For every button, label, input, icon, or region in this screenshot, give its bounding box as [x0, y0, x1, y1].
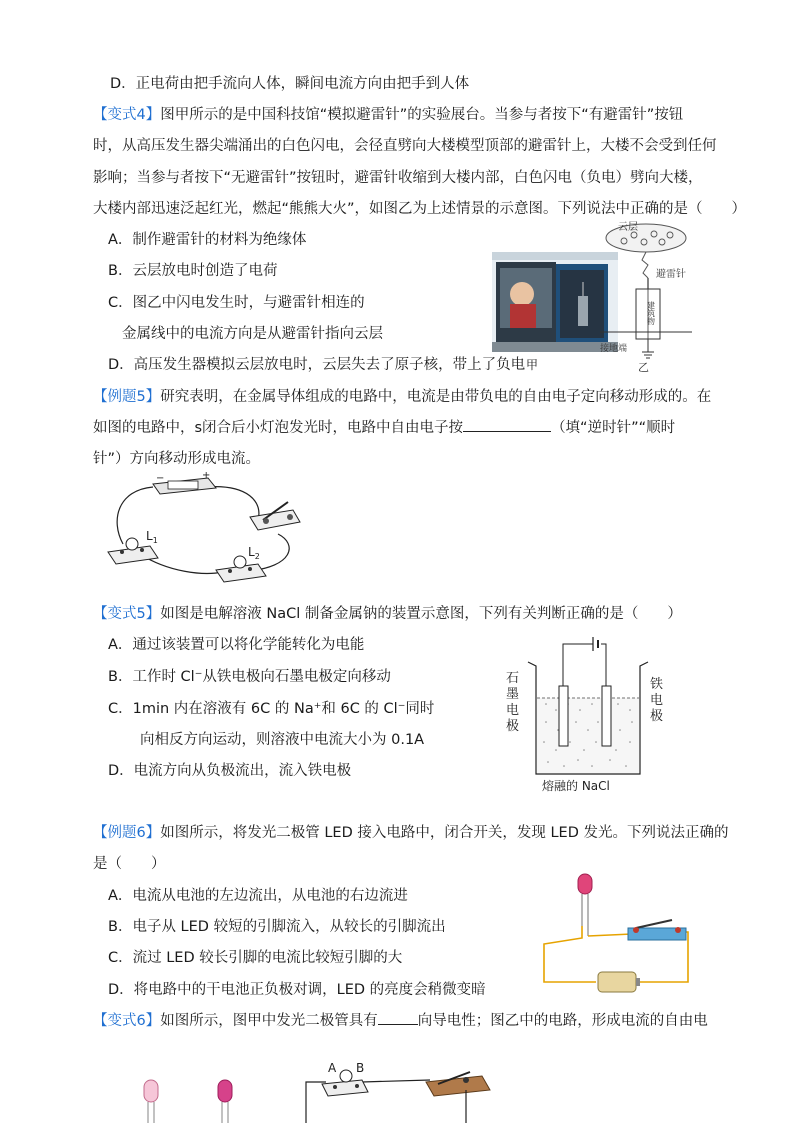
variant5-option-a: A．通过该装置可以将化学能转化为电能 — [108, 637, 365, 653]
example5-stem-1: 研究表明，在金属导体组成的电路中，电流是由带负电的自由电子定向移动形成的。在 — [160, 389, 712, 405]
variant4-option-b: B．云层放电时创造了电荷 — [108, 263, 278, 279]
example5-stem-2a: 如图的电路中，s闭合后小灯泡发光时，电路中自由电子按 — [93, 420, 464, 436]
series-circuit-diagram — [98, 472, 306, 584]
graphite-char-3: 电 — [506, 703, 520, 718]
lightning-rod-diagram — [598, 215, 694, 375]
example5-stem-3: 针”）方向移动形成电流。 — [93, 451, 261, 467]
battery-minus: − — [156, 473, 165, 484]
ground-label: 接地端 — [600, 344, 628, 354]
variant6-figures — [130, 1060, 500, 1123]
cloud-label: 云层 — [618, 222, 638, 233]
variant5-option-b: B．工作时 Cl⁻从铁电极向石墨电极定向移动 — [108, 669, 391, 685]
variant5-option-c: C．1min 内在溶液有 6C 的 Na⁺和 6C 的 Cl⁻同时 — [108, 701, 435, 717]
graphite-char-1: 石 — [506, 671, 520, 686]
example6-option-a: A．电流从电池的左边流出，从电池的右边流进 — [108, 888, 408, 904]
variant6-first-line — [93, 1010, 708, 1032]
led-circuit-diagram — [532, 866, 707, 996]
electrolysis-diagram — [498, 634, 668, 794]
variant6-tag: 【变式6】 — [93, 1013, 161, 1029]
lamp-l1-label: $L_1$ — [146, 529, 158, 545]
graphite-char-2: 墨 — [506, 687, 520, 702]
variant4-first-line — [93, 104, 683, 126]
variant4-option-c: C．图乙中闪电发生时，与避雷针相连的 — [108, 295, 365, 311]
iron-char-2: 电 — [650, 693, 664, 708]
example6-option-d: D．将电路中的干电池正负极对调，LED 的亮度会稍微变暗 — [108, 982, 486, 998]
variant4-stem-4: 大楼内部迅速泛起红光，燃起“熊熊大火”，如图乙为上述情景的示意图。下列说法中正确的是（ ） — [93, 201, 747, 217]
example5-stem-2b: （填“逆时针”“顺时 — [551, 420, 676, 436]
terminal-b-label: B — [356, 1061, 365, 1075]
example6-option-b: B．电子从 LED 较短的引脚流入，从较长的引脚流出 — [108, 919, 446, 935]
variant4-stem-3: 影响；当参与者按下“无避雷针”按钮时，避雷针收缩到大楼内部，白色闪电（负电）劈向大楼， — [93, 170, 703, 186]
option-d-prev: D．正电荷由把手流向人体，瞬间电流方向由把手到人体 — [110, 76, 470, 92]
variant5-option-d: D．电流方向从负极流出，流入铁电极 — [108, 763, 352, 779]
variant6-stem-1b: 向导电性；图乙中的电路，形成电流的自由电 — [417, 1013, 708, 1029]
building-label: 建筑物 — [646, 301, 656, 325]
figure-jia-caption: 甲 — [526, 358, 539, 372]
example6-first-line — [93, 822, 728, 844]
variant4-option-a: A．制作避雷针的材料为绝缘体 — [108, 232, 307, 248]
variant4-stem-2: 时，从高压发生器尖端涌出的白色闪电，会径直劈向大楼模型顶部的避雷针上，大楼不会受到任何 — [93, 138, 717, 154]
example6-tag: 【例题6】 — [93, 825, 161, 841]
iron-char-1: 铁 — [650, 677, 664, 692]
answer-blank[interactable] — [463, 417, 551, 432]
iron-char-3: 极 — [650, 709, 664, 724]
variant6-stem-1a: 如图所示，图甲中发光二极管具有 — [160, 1013, 378, 1029]
example6-stem-1: 如图所示，将发光二极管 LED 接入电路中，闭合开关，发现 LED 发光。下列说法正确的 — [160, 825, 729, 841]
example5-first-line — [93, 386, 711, 408]
variant5-first-line — [93, 603, 682, 625]
variant4-stem-1: 图甲所示的是中国科技馆“模拟避雷针”的实验展台。当参与者按下“有避雷针”按钮 — [160, 107, 684, 123]
answer-blank-2[interactable] — [378, 1010, 418, 1025]
variant5-option-c-cont: 向相反方向运动，则溶液中电流大小为 0.1A — [140, 732, 425, 748]
yi-label: 乙 — [638, 361, 649, 374]
example6-stem-2: 是（ ） — [93, 856, 166, 872]
example6-option-c: C．流过 LED 较长引脚的电流比较短引脚的大 — [108, 950, 403, 966]
terminal-a-label: A — [328, 1061, 337, 1075]
battery-plus: + — [202, 472, 211, 481]
molten-nacl-label: 熔融的 NaCl — [542, 779, 610, 793]
variant4-option-d: D．高压发生器模拟云层放电时，云层失去了原子核，带上了负电 — [108, 357, 526, 373]
lamp-l2-label: $L_2$ — [248, 545, 260, 561]
variant5-stem-1: 如图是电解溶液 NaCl 制备金属钠的装置示意图，下列有关判断正确的是（ ） — [160, 606, 682, 622]
variant4-option-c-cont: 金属线中的电流方向是从避雷针指向云层 — [122, 326, 383, 342]
rod-label: 避雷针 — [656, 269, 686, 280]
graphite-char-4: 极 — [506, 719, 520, 734]
variant4-tag: 【变式4】 — [93, 107, 161, 123]
example5-tag: 【例题5】 — [93, 389, 161, 405]
example5-stem-2 — [93, 417, 675, 439]
variant5-tag: 【变式5】 — [93, 606, 161, 622]
